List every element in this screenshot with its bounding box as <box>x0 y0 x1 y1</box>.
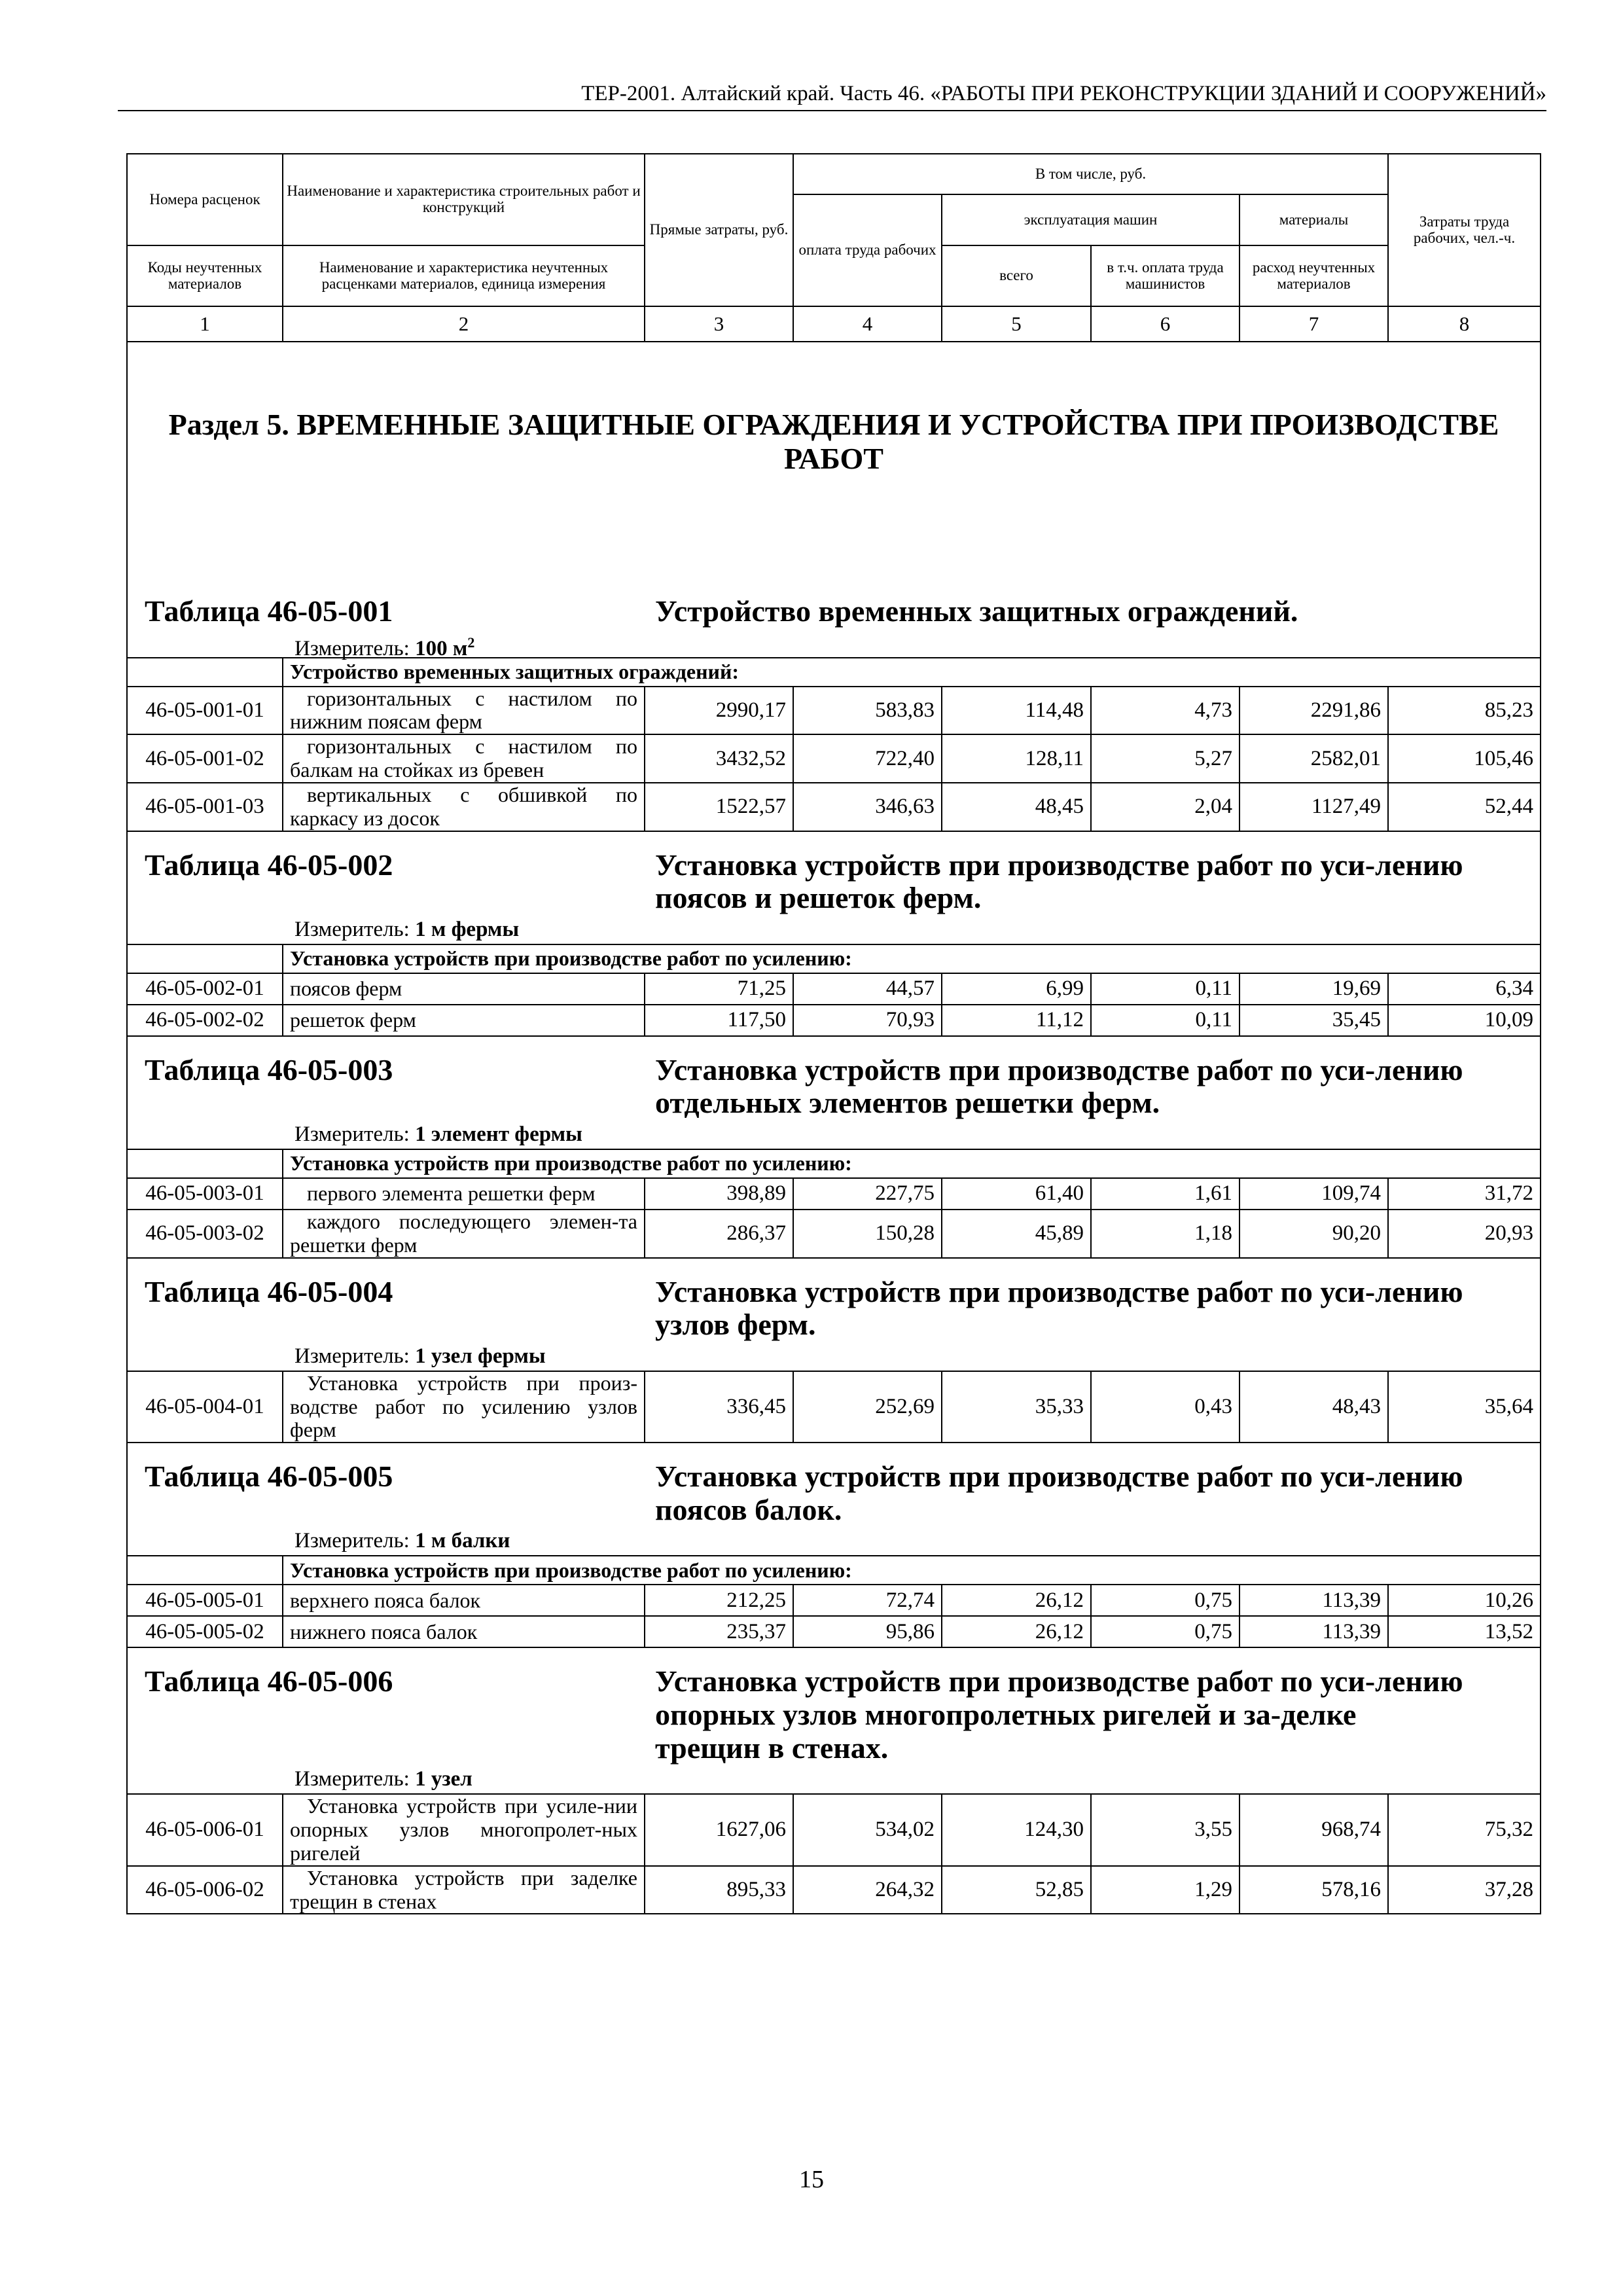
machinists-pay-cell: 3,55 <box>1091 1794 1240 1865</box>
work-name: горизонтальных с настилом по нижним поясам ферм <box>283 687 645 735</box>
table-heading <box>127 1258 1541 1371</box>
col-header-material-name: Наименование и характеристика неучтенных расценками материалов, единица измерения <box>283 245 645 306</box>
rate-code: 46-05-001-03 <box>127 783 283 831</box>
meter-label: Измеритель: <box>294 636 410 660</box>
direct-costs-cell: 286,37 <box>645 1210 793 1258</box>
table-row <box>127 1616 1541 1647</box>
meter-value: 1 узел <box>415 1767 473 1791</box>
rate-code: 46-05-004-01 <box>127 1371 283 1443</box>
subheader-empty-cell <box>127 1149 283 1178</box>
materials-cell: 968,74 <box>1240 1794 1388 1865</box>
table-heading <box>127 578 1541 658</box>
table-row <box>127 734 1541 783</box>
meter-superscript: 2 <box>467 634 475 651</box>
work-name: решеток ферм <box>283 1005 645 1036</box>
labor-pay-cell: 95,86 <box>793 1616 942 1647</box>
machines-total-cell: 26,12 <box>942 1585 1091 1616</box>
meter-label: Измеритель: <box>294 1529 410 1553</box>
work-name: горизонтальных с настилом по балкам на стойках из бревен <box>283 734 645 783</box>
col-header-labor-pay: оплата труда рабочих <box>793 194 942 306</box>
table-row <box>127 1005 1541 1036</box>
machinists-pay-cell: 1,61 <box>1091 1178 1240 1210</box>
meter-label: Измеритель: <box>294 1344 410 1368</box>
labor-hours-cell: 20,93 <box>1388 1210 1541 1258</box>
materials-cell: 2582,01 <box>1240 734 1388 783</box>
work-name: Установка устройств при произ-водстве работ по усилению узлов ферм <box>283 1371 645 1443</box>
labor-pay-cell: 264,32 <box>793 1866 942 1914</box>
materials-cell: 109,74 <box>1240 1178 1388 1210</box>
machines-total-cell: 114,48 <box>942 687 1091 735</box>
table-meter <box>128 1526 1540 1555</box>
page-number: 15 <box>799 2166 824 2193</box>
materials-cell: 35,45 <box>1240 1005 1388 1036</box>
machinists-pay-cell: 4,73 <box>1091 687 1240 735</box>
machines-total-cell: 52,85 <box>942 1866 1091 1914</box>
table-row <box>127 1585 1541 1616</box>
work-name: Установка устройств при усиле-нии опорных узлов многопролет-ных ригелей <box>283 1794 645 1865</box>
table-row <box>127 1794 1541 1865</box>
machines-total-cell: 11,12 <box>942 1005 1091 1036</box>
labor-hours-cell: 35,64 <box>1388 1371 1541 1443</box>
labor-pay-cell: 72,74 <box>793 1585 942 1616</box>
materials-cell: 113,39 <box>1240 1616 1388 1647</box>
column-number: 8 <box>1388 306 1541 342</box>
rate-code: 46-05-001-01 <box>127 687 283 735</box>
direct-costs-cell: 3432,52 <box>645 734 793 783</box>
work-name: вертикальных с обшивкой по каркасу из досок <box>283 783 645 831</box>
table-meter <box>128 1765 1540 1793</box>
table-title: Установка устройств при производстве работ по уси-лению узлов ферм. <box>655 1274 1463 1342</box>
materials-cell: 113,39 <box>1240 1585 1388 1616</box>
machinists-pay-cell: 0,75 <box>1091 1616 1240 1647</box>
labor-hours-cell: 31,72 <box>1388 1178 1541 1210</box>
table-title: Установка устройств при производстве работ по уси-лению отдельных элементов решетки ферм. <box>655 1052 1463 1120</box>
labor-pay-cell: 150,28 <box>793 1210 942 1258</box>
direct-costs-cell: 895,33 <box>645 1866 793 1914</box>
rate-code: 46-05-003-01 <box>127 1178 283 1210</box>
table-row <box>127 687 1541 735</box>
direct-costs-cell: 336,45 <box>645 1371 793 1443</box>
table-meter <box>128 915 1540 944</box>
machinists-pay-cell: 1,29 <box>1091 1866 1240 1914</box>
table-id: Таблица 46-05-002 <box>145 848 393 882</box>
direct-costs-cell: 398,89 <box>645 1178 793 1210</box>
column-number: 5 <box>942 306 1091 342</box>
col-header-rate-numbers: Номера расценок <box>127 154 283 245</box>
direct-costs-cell: 117,50 <box>645 1005 793 1036</box>
meter-label: Измеритель: <box>294 917 410 941</box>
machinists-pay-cell: 0,11 <box>1091 973 1240 1005</box>
direct-costs-cell: 1627,06 <box>645 1794 793 1865</box>
labor-pay-cell: 252,69 <box>793 1371 942 1443</box>
machinists-pay-cell: 0,75 <box>1091 1585 1240 1616</box>
table-heading <box>127 831 1541 944</box>
labor-pay-cell: 227,75 <box>793 1178 942 1210</box>
labor-hours-cell: 52,44 <box>1388 783 1541 831</box>
machinists-pay-cell: 1,18 <box>1091 1210 1240 1258</box>
materials-cell: 2291,86 <box>1240 687 1388 735</box>
direct-costs-cell: 71,25 <box>645 973 793 1005</box>
section-title-cell <box>127 342 1541 578</box>
work-name: верхнего пояса балок <box>283 1585 645 1616</box>
meter-value: 1 узел фермы <box>415 1344 546 1368</box>
work-name: поясов ферм <box>283 973 645 1005</box>
machines-total-cell: 35,33 <box>942 1371 1091 1443</box>
direct-costs-cell: 2990,17 <box>645 687 793 735</box>
machines-total-cell: 6,99 <box>942 973 1091 1005</box>
table-meter <box>128 628 1540 660</box>
col-header-machines-total: всего <box>942 245 1091 306</box>
column-number: 7 <box>1240 306 1388 342</box>
price-table <box>126 153 1541 1914</box>
table-heading <box>127 1647 1541 1794</box>
col-header-material-codes: Коды неучтенных материалов <box>127 245 283 306</box>
materials-cell: 1127,49 <box>1240 783 1388 831</box>
direct-costs-cell: 1522,57 <box>645 783 793 831</box>
labor-hours-cell: 85,23 <box>1388 687 1541 735</box>
meter-value: 1 м фермы <box>415 917 520 941</box>
table-id: Таблица 46-05-003 <box>145 1052 393 1086</box>
labor-pay-cell: 44,57 <box>793 973 942 1005</box>
labor-hours-cell: 105,46 <box>1388 734 1541 783</box>
col-header-machines: эксплуатация машин <box>942 194 1240 245</box>
materials-cell: 90,20 <box>1240 1210 1388 1258</box>
meter-value: 1 м балки <box>415 1529 510 1553</box>
rate-code: 46-05-001-02 <box>127 734 283 783</box>
machines-total-cell: 61,40 <box>942 1178 1091 1210</box>
table-title: Устройство временных защитных ограждений. <box>655 594 1298 628</box>
column-number: 1 <box>127 306 283 342</box>
col-header-machinists-pay: в т.ч. оплата труда машинистов <box>1091 245 1240 306</box>
table-subheader: Установка устройств при производстве работ по усилению: <box>283 1556 1541 1585</box>
machinists-pay-cell: 0,11 <box>1091 1005 1240 1036</box>
labor-pay-cell: 722,40 <box>793 734 942 783</box>
column-number: 2 <box>283 306 645 342</box>
labor-hours-cell: 6,34 <box>1388 973 1541 1005</box>
table-title: Установка устройств при производстве работ по уси-лению поясов балок. <box>655 1460 1463 1526</box>
rate-code: 46-05-006-01 <box>127 1794 283 1865</box>
rate-code: 46-05-005-02 <box>127 1616 283 1647</box>
direct-costs-cell: 212,25 <box>645 1585 793 1616</box>
machines-total-cell: 48,45 <box>942 783 1091 831</box>
table-subheader: Установка устройств при производстве работ по усилению: <box>283 1149 1541 1178</box>
labor-pay-cell: 346,63 <box>793 783 942 831</box>
meter-label: Измеритель: <box>294 1767 410 1791</box>
table-subheader: Устройство временных защитных ограждений: <box>283 658 1541 687</box>
direct-costs-cell: 235,37 <box>645 1616 793 1647</box>
table-meter <box>128 1342 1540 1371</box>
labor-hours-cell: 10,26 <box>1388 1585 1541 1616</box>
meter-value: 100 м <box>415 636 468 660</box>
labor-hours-cell: 13,52 <box>1388 1616 1541 1647</box>
column-number: 4 <box>793 306 942 342</box>
machines-total-cell: 128,11 <box>942 734 1091 783</box>
materials-cell: 19,69 <box>1240 973 1388 1005</box>
table-row <box>127 973 1541 1005</box>
table-id: Таблица 46-05-004 <box>145 1274 393 1308</box>
labor-hours-cell: 10,09 <box>1388 1005 1541 1036</box>
table-row <box>127 1866 1541 1914</box>
labor-hours-cell: 37,28 <box>1388 1866 1541 1914</box>
table-id: Таблица 46-05-005 <box>145 1460 393 1494</box>
col-header-labor-costs: Затраты труда рабочих, чел.-ч. <box>1388 154 1541 306</box>
running-header-text: ТЕР-2001. Алтайский край. Часть 46. «РАБОТЫ ПРИ РЕКОНСТРУКЦИИ ЗДАНИЙ И СООРУЖЕНИЙ» <box>581 82 1546 105</box>
section-title: Раздел 5. ВРЕМЕННЫЕ ЗАЩИТНЫЕ ОГРАЖДЕНИЯ И УСТРОЙСТВА ПРИ ПРОИЗВОДСТВЕ РАБОТ <box>168 408 1499 475</box>
table-meter <box>128 1120 1540 1149</box>
column-number: 6 <box>1091 306 1240 342</box>
work-name: первого элемента решетки ферм <box>283 1178 645 1210</box>
machinists-pay-cell: 2,04 <box>1091 783 1240 831</box>
table-row <box>127 1210 1541 1258</box>
col-header-direct-costs: Прямые затраты, руб. <box>645 154 793 306</box>
labor-pay-cell: 583,83 <box>793 687 942 735</box>
work-name: Установка устройств при заделке трещин в стенах <box>283 1866 645 1914</box>
labor-pay-cell: 70,93 <box>793 1005 942 1036</box>
col-header-materials-consumption: расход неучтенных материалов <box>1240 245 1388 306</box>
rate-code: 46-05-002-02 <box>127 1005 283 1036</box>
rate-code: 46-05-003-02 <box>127 1210 283 1258</box>
table-id: Таблица 46-05-001 <box>145 594 393 628</box>
table-title: Установка устройств при производстве работ по уси-лению опорных узлов многопролетных ригелей и за-делке трещин в стенах. <box>655 1664 1463 1765</box>
work-name: каждого последующего элемен-та решетки ферм <box>283 1210 645 1258</box>
col-header-including: В том числе, руб. <box>793 154 1388 194</box>
table-row <box>127 1371 1541 1443</box>
table-heading <box>127 1443 1541 1556</box>
table-heading <box>127 1036 1541 1149</box>
table-title: Установка устройств при производстве работ по уси-лению поясов и решеток ферм. <box>655 848 1463 915</box>
subheader-empty-cell <box>127 944 283 973</box>
col-header-materials: материалы <box>1240 194 1388 245</box>
labor-hours-cell: 75,32 <box>1388 1794 1541 1865</box>
table-subheader: Установка устройств при производстве работ по усилению: <box>283 944 1541 973</box>
materials-cell: 48,43 <box>1240 1371 1388 1443</box>
labor-pay-cell: 534,02 <box>793 1794 942 1865</box>
rate-code: 46-05-005-01 <box>127 1585 283 1616</box>
subheader-empty-cell <box>127 658 283 687</box>
rate-code: 46-05-006-02 <box>127 1866 283 1914</box>
work-name: нижнего пояса балок <box>283 1616 645 1647</box>
table-row <box>127 783 1541 831</box>
meter-label: Измеритель: <box>294 1122 410 1146</box>
col-header-work-name: Наименование и характеристика строительных работ и конструкций <box>283 154 645 245</box>
table-row <box>127 1178 1541 1210</box>
machines-total-cell: 124,30 <box>942 1794 1091 1865</box>
materials-cell: 578,16 <box>1240 1866 1388 1914</box>
machinists-pay-cell: 0,43 <box>1091 1371 1240 1443</box>
column-number: 3 <box>645 306 793 342</box>
machines-total-cell: 26,12 <box>942 1616 1091 1647</box>
meter-value: 1 элемент фермы <box>415 1122 582 1146</box>
rate-code: 46-05-002-01 <box>127 973 283 1005</box>
table-id: Таблица 46-05-006 <box>145 1664 393 1698</box>
machines-total-cell: 45,89 <box>942 1210 1091 1258</box>
subheader-empty-cell <box>127 1556 283 1585</box>
running-header <box>118 73 1546 111</box>
machinists-pay-cell: 5,27 <box>1091 734 1240 783</box>
